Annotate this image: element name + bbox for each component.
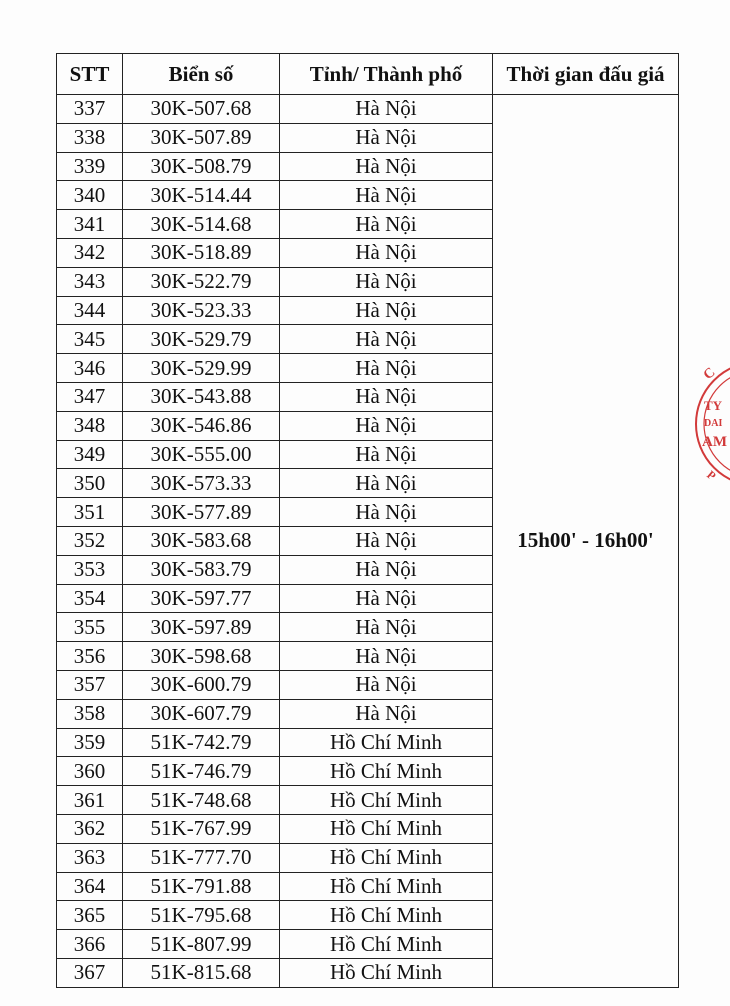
cell-plate: 30K-555.00: [123, 440, 280, 469]
cell-stt: 351: [57, 498, 123, 527]
cell-city: Hà Nội: [280, 642, 493, 671]
auction-schedule-table: [56, 53, 679, 988]
cell-stt: 364: [57, 872, 123, 901]
cell-plate: 30K-518.89: [123, 238, 280, 267]
cell-stt: 350: [57, 469, 123, 498]
cell-plate: 51K-742.79: [123, 728, 280, 757]
cell-plate: 30K-583.68: [123, 526, 280, 555]
header-auction-time: Thời gian đấu giá: [493, 54, 679, 95]
cell-stt: 345: [57, 325, 123, 354]
cell-plate: 30K-507.89: [123, 123, 280, 152]
cell-plate: 51K-795.68: [123, 901, 280, 930]
cell-plate: 51K-748.68: [123, 786, 280, 815]
cell-city: Hà Nội: [280, 354, 493, 383]
stamp-text-line-2: DAI: [704, 418, 723, 429]
cell-city: Hà Nội: [280, 411, 493, 440]
cell-stt: 355: [57, 613, 123, 642]
cell-stt: 347: [57, 382, 123, 411]
cell-city: Hồ Chí Minh: [280, 814, 493, 843]
cell-plate: 30K-597.77: [123, 584, 280, 613]
cell-city: Hà Nội: [280, 699, 493, 728]
cell-city: Hà Nội: [280, 382, 493, 411]
cell-city: Hồ Chí Minh: [280, 728, 493, 757]
svg-text:P: P: [704, 467, 719, 484]
cell-plate: 30K-522.79: [123, 267, 280, 296]
cell-stt: 343: [57, 267, 123, 296]
cell-plate: 30K-600.79: [123, 670, 280, 699]
cell-plate: 30K-508.79: [123, 152, 280, 181]
cell-stt: 352: [57, 526, 123, 555]
cell-plate: 51K-777.70: [123, 843, 280, 872]
cell-stt: 338: [57, 123, 123, 152]
cell-plate: 30K-529.99: [123, 354, 280, 383]
red-seal-stamp-fragment: [690, 354, 730, 494]
cell-plate: 30K-543.88: [123, 382, 280, 411]
cell-stt: 363: [57, 843, 123, 872]
cell-city: Hồ Chí Minh: [280, 958, 493, 987]
cell-plate: 30K-523.33: [123, 296, 280, 325]
cell-stt: 365: [57, 901, 123, 930]
cell-city: Hà Nội: [280, 296, 493, 325]
cell-stt: 360: [57, 757, 123, 786]
table-row: [57, 95, 679, 124]
cell-city: Hồ Chí Minh: [280, 901, 493, 930]
cell-city: Hà Nội: [280, 123, 493, 152]
cell-plate: 51K-815.68: [123, 958, 280, 987]
cell-city: Hồ Chí Minh: [280, 786, 493, 815]
header-city: Tỉnh/ Thành phố: [280, 54, 493, 95]
cell-stt: 356: [57, 642, 123, 671]
cell-city: Hà Nội: [280, 152, 493, 181]
cell-city: Hà Nội: [280, 613, 493, 642]
cell-stt: 357: [57, 670, 123, 699]
cell-city: Hà Nội: [280, 555, 493, 584]
cell-city: Hà Nội: [280, 181, 493, 210]
cell-stt: 344: [57, 296, 123, 325]
cell-city: Hà Nội: [280, 526, 493, 555]
cell-city: Hà Nội: [280, 440, 493, 469]
cell-stt: 337: [57, 95, 123, 124]
cell-stt: 354: [57, 584, 123, 613]
cell-city: Hà Nội: [280, 267, 493, 296]
cell-city: Hà Nội: [280, 670, 493, 699]
cell-stt: 340: [57, 181, 123, 210]
cell-stt: 339: [57, 152, 123, 181]
cell-stt: 349: [57, 440, 123, 469]
cell-plate: 30K-583.79: [123, 555, 280, 584]
cell-stt: 348: [57, 411, 123, 440]
cell-stt: 346: [57, 354, 123, 383]
cell-stt: 361: [57, 786, 123, 815]
cell-plate: 51K-807.99: [123, 930, 280, 959]
table-header-row: [57, 54, 679, 95]
stamp-text-line-1: TY: [704, 398, 723, 413]
cell-plate: 30K-507.68: [123, 95, 280, 124]
cell-plate: 30K-598.68: [123, 642, 280, 671]
cell-stt: 342: [57, 238, 123, 267]
cell-plate: 51K-746.79: [123, 757, 280, 786]
cell-city: Hà Nội: [280, 210, 493, 239]
cell-stt: 367: [57, 958, 123, 987]
cell-plate: 30K-546.86: [123, 411, 280, 440]
cell-plate: 30K-577.89: [123, 498, 280, 527]
cell-stt: 362: [57, 814, 123, 843]
svg-text:C: C: [700, 365, 719, 384]
cell-plate: 51K-767.99: [123, 814, 280, 843]
cell-stt: 366: [57, 930, 123, 959]
header-stt: STT: [57, 54, 123, 95]
cell-city: Hồ Chí Minh: [280, 843, 493, 872]
cell-plate: 30K-514.44: [123, 181, 280, 210]
cell-stt: 358: [57, 699, 123, 728]
cell-plate: 51K-791.88: [123, 872, 280, 901]
stamp-text-line-3: AM: [702, 434, 727, 450]
cell-stt: 359: [57, 728, 123, 757]
cell-city: Hồ Chí Minh: [280, 930, 493, 959]
cell-city: Hồ Chí Minh: [280, 872, 493, 901]
cell-city: Hà Nội: [280, 95, 493, 124]
cell-plate: 30K-573.33: [123, 469, 280, 498]
cell-plate: 30K-607.79: [123, 699, 280, 728]
cell-city: Hà Nội: [280, 584, 493, 613]
cell-stt: 341: [57, 210, 123, 239]
table-body: [57, 95, 679, 988]
cell-city: Hồ Chí Minh: [280, 757, 493, 786]
cell-city: Hà Nội: [280, 469, 493, 498]
cell-city: Hà Nội: [280, 498, 493, 527]
cell-city: Hà Nội: [280, 325, 493, 354]
cell-auction-time: 15h00' - 16h00': [493, 95, 679, 988]
cell-stt: 353: [57, 555, 123, 584]
cell-plate: 30K-514.68: [123, 210, 280, 239]
header-plate: Biển số: [123, 54, 280, 95]
cell-city: Hà Nội: [280, 238, 493, 267]
cell-plate: 30K-597.89: [123, 613, 280, 642]
cell-plate: 30K-529.79: [123, 325, 280, 354]
